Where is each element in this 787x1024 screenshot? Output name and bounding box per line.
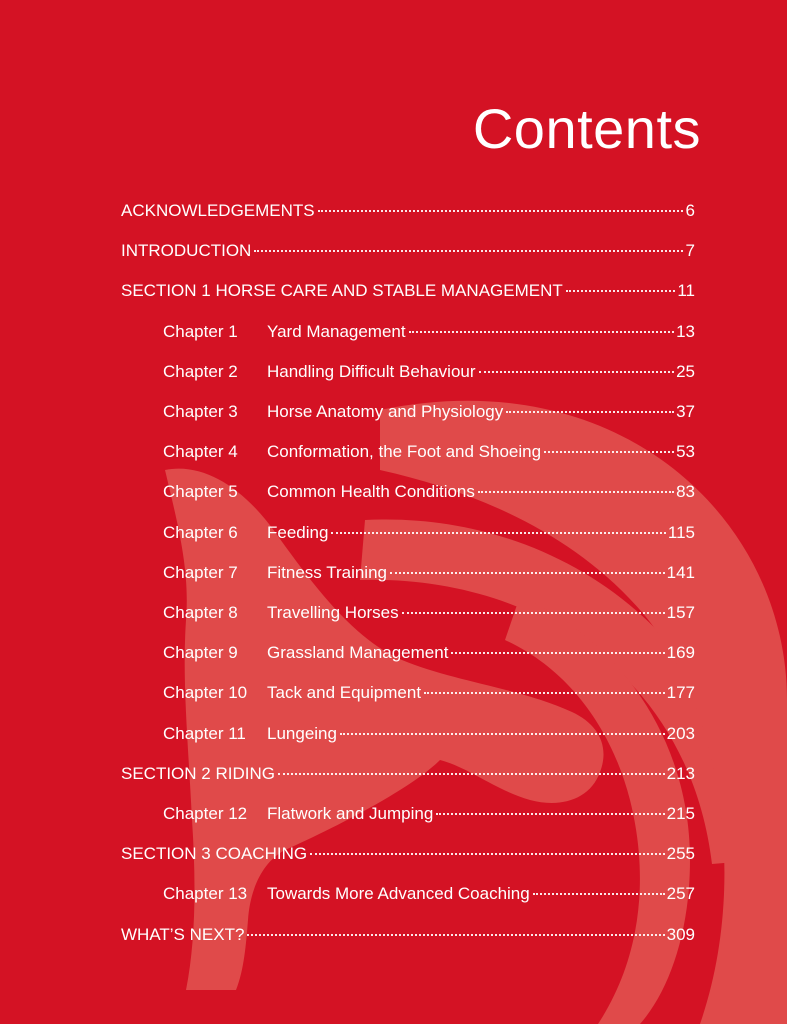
dot-leader xyxy=(451,652,664,654)
toc-entry-label: Horse Anatomy and Physiology xyxy=(267,402,504,421)
toc-chapter-entry[interactable] xyxy=(0,803,787,825)
chapter-number: Chapter 2 xyxy=(163,361,238,381)
toc-entry-title xyxy=(163,562,387,584)
toc-chapter-entry[interactable] xyxy=(0,361,787,383)
toc-entry-title xyxy=(163,642,448,664)
page-number: 177 xyxy=(666,683,695,703)
dot-leader xyxy=(478,491,674,493)
toc-entry-label: Common Health Conditions xyxy=(267,482,475,502)
toc-section-entry[interactable] xyxy=(0,280,787,302)
toc-entry-title xyxy=(163,481,475,503)
toc-entry-title xyxy=(163,361,476,383)
toc-entry-title xyxy=(163,723,337,745)
toc-entry-label: SECTION 2 RIDING xyxy=(121,763,275,783)
chapter-number: Chapter 1 xyxy=(163,321,238,341)
page-number: 213 xyxy=(666,763,695,783)
toc-entry-title xyxy=(163,803,433,825)
toc-entry-title xyxy=(121,200,315,222)
toc-entry-title xyxy=(121,843,307,865)
toc-entry-label: Handling Difficult Behaviour xyxy=(267,361,476,381)
toc-entry-label: Flatwork and Jumping xyxy=(267,804,434,823)
toc-section-entry[interactable] xyxy=(0,763,787,785)
chapter-number: Chapter 11 xyxy=(163,723,246,743)
chapter-number: Chapter 9 xyxy=(163,643,238,663)
page-number: 83 xyxy=(676,482,695,502)
page-number: 6 xyxy=(685,201,695,220)
page-title: Contents xyxy=(472,97,701,160)
page-number: 7 xyxy=(685,241,695,261)
toc-chapter-entry[interactable] xyxy=(0,682,787,704)
toc-entry-label: Conformation, the Foot and Shoeing xyxy=(267,442,542,462)
toc-chapter-entry[interactable] xyxy=(0,522,787,544)
page-number: 141 xyxy=(666,562,695,582)
dot-leader xyxy=(390,572,665,574)
toc-entry-label: Grassland Management xyxy=(267,643,449,663)
dot-leader xyxy=(331,532,665,534)
dot-leader xyxy=(533,893,665,895)
toc-entry-title xyxy=(163,602,399,624)
dot-leader xyxy=(544,451,674,453)
dot-leader xyxy=(340,733,665,735)
toc-section-entry[interactable] xyxy=(0,924,787,946)
page-number: 215 xyxy=(666,804,695,823)
toc-chapter-entry[interactable] xyxy=(0,321,787,343)
dot-leader xyxy=(247,934,664,936)
toc-entry-title xyxy=(163,522,328,544)
toc-entry-label: WHAT’S NEXT? xyxy=(121,924,245,944)
dot-leader xyxy=(424,692,665,694)
chapter-number: Chapter 8 xyxy=(163,603,238,622)
dot-leader xyxy=(566,290,676,292)
dot-leader xyxy=(318,210,683,212)
dot-leader xyxy=(436,813,664,815)
toc-entry-label: ACKNOWLEDGEMENTS xyxy=(121,201,315,220)
toc-chapter-entry[interactable] xyxy=(0,562,787,584)
chapter-number: Chapter 3 xyxy=(163,402,238,421)
chapter-number: Chapter 7 xyxy=(163,562,238,582)
toc-entry-label: Towards More Advanced Coaching xyxy=(267,884,530,904)
page-number: 37 xyxy=(676,402,695,421)
toc-chapter-entry[interactable] xyxy=(0,401,787,423)
page-number: 11 xyxy=(677,281,695,301)
toc-entry-title xyxy=(121,280,563,302)
page-number: 203 xyxy=(666,723,695,743)
toc-entry-label: SECTION 1 HORSE CARE AND STABLE MANAGEMENT xyxy=(121,281,563,301)
toc-entry-label: Travelling Horses xyxy=(267,603,399,622)
dot-leader xyxy=(409,331,674,333)
toc-entry-label: SECTION 3 COACHING xyxy=(121,844,308,864)
toc-entry-title xyxy=(163,883,530,905)
toc-chapter-entry[interactable] xyxy=(0,602,787,624)
toc-entry-label: Feeding xyxy=(267,522,329,542)
toc-chapter-entry[interactable] xyxy=(0,441,787,463)
chapter-number: Chapter 12 xyxy=(163,804,248,823)
page-number: 255 xyxy=(666,844,695,864)
toc-section-entry[interactable] xyxy=(0,200,787,222)
toc-entry-title xyxy=(121,240,251,262)
toc-entry-label: INTRODUCTION xyxy=(121,241,252,261)
page-number: 25 xyxy=(676,361,695,381)
dot-leader xyxy=(254,250,683,252)
toc-entry-title xyxy=(163,321,406,343)
page-number: 53 xyxy=(676,442,695,462)
toc-entry-label: Fitness Training xyxy=(267,562,387,582)
page-number: 257 xyxy=(666,884,695,904)
toc-entry-label: Lungeing xyxy=(267,723,337,743)
dot-leader xyxy=(402,612,665,614)
chapter-number: Chapter 4 xyxy=(163,442,238,462)
page-number: 157 xyxy=(666,603,695,622)
toc-section-entry[interactable] xyxy=(0,843,787,865)
toc-entry-title xyxy=(121,924,244,946)
toc-chapter-entry[interactable] xyxy=(0,883,787,905)
page-number: 115 xyxy=(667,522,695,542)
dot-leader xyxy=(506,411,674,413)
toc-entry-title xyxy=(121,763,275,785)
page-number: 309 xyxy=(666,924,695,944)
chapter-number: Chapter 13 xyxy=(163,884,248,904)
page-number: 169 xyxy=(666,643,695,663)
chapter-number: Chapter 5 xyxy=(163,482,238,502)
toc-entry-title xyxy=(163,682,421,704)
dot-leader xyxy=(479,371,675,373)
toc-entry-title xyxy=(163,441,541,463)
toc-chapter-entry[interactable] xyxy=(0,723,787,745)
dot-leader xyxy=(278,773,665,775)
chapter-number: Chapter 6 xyxy=(163,522,238,542)
toc-entry-label: Tack and Equipment xyxy=(267,683,422,703)
toc-entry-title xyxy=(163,401,503,423)
toc-section-entry[interactable] xyxy=(0,240,787,262)
toc-chapter-entry[interactable] xyxy=(0,642,787,664)
toc-entry-label: Yard Management xyxy=(267,321,406,341)
toc-chapter-entry[interactable] xyxy=(0,481,787,503)
page-number: 13 xyxy=(676,321,695,341)
dot-leader xyxy=(310,853,665,855)
chapter-number: Chapter 10 xyxy=(163,683,248,703)
